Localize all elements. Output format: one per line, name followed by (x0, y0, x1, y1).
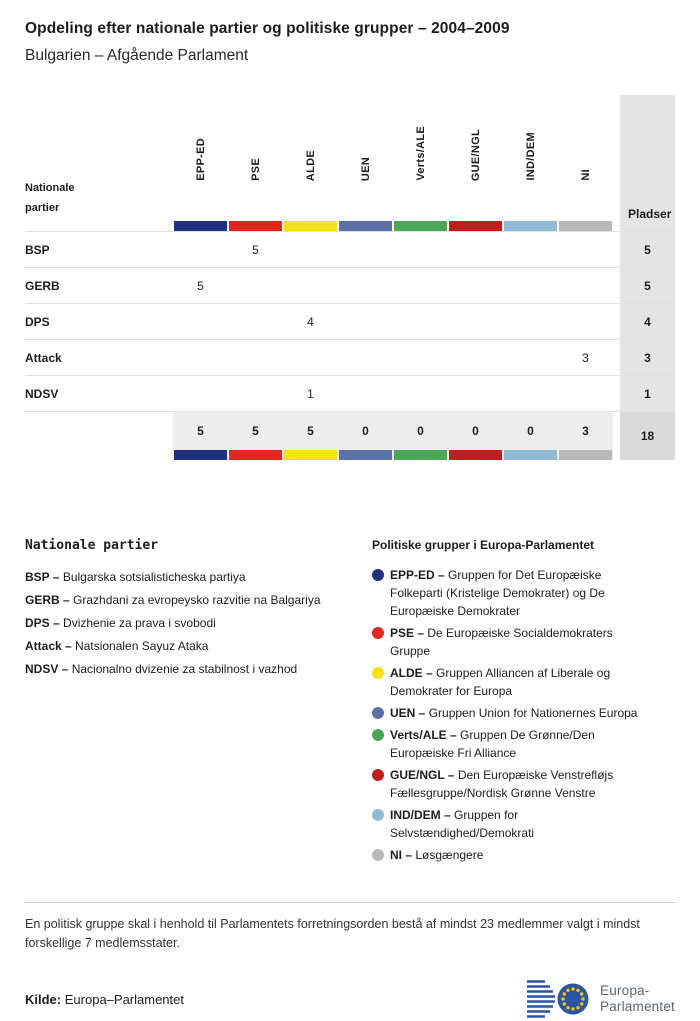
column-header-ni (558, 95, 613, 231)
column-total-value: 5 (252, 424, 259, 438)
political-groups-list (372, 566, 644, 864)
party-name: GERB (25, 278, 60, 293)
seat-cell (228, 376, 283, 411)
legend-name: Løsgængere (415, 848, 484, 862)
row-total: 5 (620, 232, 675, 267)
seat-cell (503, 304, 558, 339)
legend-item (372, 766, 644, 802)
group-color-bar (559, 450, 612, 460)
seat-cell (503, 340, 558, 375)
column-total (558, 412, 613, 460)
seat-cell: 5 (197, 278, 204, 293)
seat-cell (393, 232, 448, 267)
seat-cell (338, 268, 393, 303)
group-color-dot (372, 809, 384, 821)
column-total-value: 0 (472, 424, 479, 438)
legend-abbr: DPS – (25, 616, 60, 630)
party-name: NDSV (25, 386, 59, 401)
column-header-epp-ed (173, 95, 228, 231)
column-total-value: 0 (527, 424, 534, 438)
column-header-ind-dem (503, 95, 558, 231)
group-color-bar (229, 221, 282, 231)
seat-cell (448, 340, 503, 375)
seat-cell (338, 304, 393, 339)
row-header-cell (25, 95, 173, 231)
group-color-dot (372, 707, 384, 719)
legend-abbr: ALDE – (390, 666, 433, 680)
column-total-value: 5 (197, 424, 204, 438)
column-header-alde (283, 95, 338, 231)
legend-item (372, 704, 644, 722)
legend-name: Dvizhenie za prava i svobodi (63, 616, 216, 630)
column-total (448, 412, 503, 460)
party-name: DPS (25, 314, 50, 329)
legend-item (25, 612, 345, 635)
seat-cell (173, 232, 228, 267)
seat-cell (558, 232, 613, 267)
column-total (283, 412, 338, 460)
table-row-ndsv (25, 375, 675, 411)
table-totals-row (25, 411, 675, 460)
legend-name: Gruppen for Det Europæiske Folkeparti (Kristelige Demokrater) og De Europæiske Demokrater (390, 568, 605, 618)
group-color-dot (372, 729, 384, 741)
group-color-bar (504, 221, 557, 231)
column-total (393, 412, 448, 460)
footnote: En politisk gruppe skal i henhold til Parlamentets forretningsorden bestå af mindst 23 medlemmer valgt i mindst forskellige 7 medlemsstater. (25, 917, 640, 950)
legend-item (25, 635, 345, 658)
divider (25, 902, 675, 903)
party-name: BSP (25, 242, 50, 257)
column-header-label: EPP-ED (194, 138, 207, 181)
legend-abbr: IND/DEM – (390, 808, 451, 822)
logo-wordmark (600, 983, 675, 1015)
seat-cell: 1 (307, 386, 314, 401)
legend-section (25, 538, 675, 868)
legend-name: Den Europæiske Venstrefløjs Fællesgruppe/Nordisk Grønne Venstre (390, 768, 614, 800)
seat-cell (173, 376, 228, 411)
group-color-bar (504, 450, 557, 460)
legend-name: Natsionalen Sayuz Ataka (75, 639, 209, 653)
group-color-bar (284, 450, 337, 460)
table-row-dps (25, 303, 675, 339)
political-groups-legend (372, 538, 644, 868)
seat-cell (228, 268, 283, 303)
column-header-label: UEN (359, 156, 372, 181)
column-total-value: 0 (417, 424, 424, 438)
legend-abbr: NDSV – (25, 662, 69, 676)
eu-hemicycle-stars-icon (526, 977, 592, 1021)
party-name: Attack (25, 350, 62, 365)
source-label: Kilde: (25, 991, 62, 1007)
column-total (173, 412, 228, 460)
column-header-label: GUE/NGL (469, 128, 482, 181)
legend-item (372, 624, 644, 660)
legend-abbr: GERB – (25, 593, 70, 607)
column-gap (613, 376, 620, 411)
row-total: 1 (620, 376, 675, 411)
national-parties-legend (25, 538, 345, 868)
legend-item (372, 806, 644, 842)
national-parties-list (25, 566, 345, 681)
page-subtitle: Bulgarien – Afgående Parlament (25, 47, 249, 64)
column-total (228, 412, 283, 460)
seat-cell (448, 232, 503, 267)
legend-item (25, 566, 345, 589)
seat-cell (393, 340, 448, 375)
group-color-dot (372, 769, 384, 781)
column-gap (613, 412, 620, 460)
logo-line2: Parlamentet (600, 999, 675, 1014)
legend-abbr: GUE/NGL – (390, 768, 455, 782)
seat-cell (558, 376, 613, 411)
seats-table (25, 95, 675, 460)
group-color-bar (394, 450, 447, 460)
political-groups-legend-title: Politiske grupper i Europa-Parlamentet (372, 538, 595, 552)
seat-cell (338, 232, 393, 267)
seat-cell (448, 304, 503, 339)
column-total (338, 412, 393, 460)
seat-cell (228, 340, 283, 375)
table-row-gerb (25, 267, 675, 303)
seats-header-label: Pladser (628, 207, 672, 221)
legend-abbr: Verts/ALE – (390, 728, 457, 742)
seat-cell (393, 376, 448, 411)
seat-cell (173, 304, 228, 339)
group-color-bar (339, 450, 392, 460)
totals-empty-cell (25, 412, 173, 460)
seat-cell (283, 340, 338, 375)
legend-abbr: PSE – (390, 626, 425, 640)
row-header-label: Nationale partier (25, 182, 75, 215)
source-line (25, 992, 184, 1007)
seat-cell (503, 232, 558, 267)
group-color-dot (372, 849, 384, 861)
legend-abbr: Attack – (25, 639, 72, 653)
column-gap (613, 232, 620, 267)
table-header-row (25, 95, 675, 231)
seat-cell (503, 268, 558, 303)
seat-cell (558, 268, 613, 303)
seat-cell (283, 232, 338, 267)
column-header-verts-ale (393, 95, 448, 231)
group-color-bar (559, 221, 612, 231)
seat-cell (503, 376, 558, 411)
column-total (503, 412, 558, 460)
legend-name: Gruppen for Selvstændighed/Demokrati (390, 808, 535, 840)
group-color-bar (339, 221, 392, 231)
column-gap (613, 304, 620, 339)
seat-cell: 5 (252, 242, 259, 257)
column-header-label: ALDE (304, 149, 317, 181)
column-header-label: Verts/ALE (414, 126, 427, 181)
column-header-gue-ngl (448, 95, 503, 231)
legend-item (25, 658, 345, 681)
column-total-value: 5 (307, 424, 314, 438)
legend-name: Grazhdani za evropeysko razvitie na Balgariya (73, 593, 321, 607)
legend-name: De Europæiske Socialdemokraters Gruppe (390, 626, 613, 658)
legend-name: Gruppen De Grønne/Den Europæiske Fri Alliance (390, 728, 595, 760)
row-total: 4 (620, 304, 675, 339)
row-total: 5 (620, 268, 675, 303)
column-header-label: IND/DEM (524, 132, 537, 181)
group-color-bar (449, 450, 502, 460)
column-header-label: PSE (249, 158, 262, 181)
grand-total: 18 (620, 412, 675, 460)
legend-name: Gruppen Alliancen af Liberale og Demokrater for Europa (390, 666, 611, 698)
legend-name: Bulgarska sotsialisticheska partiya (62, 570, 246, 584)
seat-cell (448, 268, 503, 303)
legend-name: Gruppen Union for Nationernes Europa (428, 706, 638, 720)
legend-name: Nacionalno dvizenie za stabilnost i vazhod (71, 662, 298, 676)
group-color-bar (284, 221, 337, 231)
column-total-value: 0 (362, 424, 369, 438)
seat-cell (558, 304, 613, 339)
seat-cell (338, 376, 393, 411)
group-color-bar (174, 221, 227, 231)
logo-line1: Europa- (600, 983, 650, 998)
footer (25, 977, 675, 1021)
seat-cell (393, 304, 448, 339)
seat-cell (448, 376, 503, 411)
page-title: Opdeling efter nationale partier og politiske grupper – 2004–2009 (25, 20, 510, 37)
column-header-label: NI (579, 169, 592, 181)
seat-cell (228, 304, 283, 339)
seat-cell: 4 (307, 314, 314, 329)
national-parties-legend-title: Nationale partier (25, 538, 159, 553)
table-row-bsp (25, 231, 675, 267)
group-color-bar (449, 221, 502, 231)
column-gap (613, 95, 620, 231)
column-gap (613, 340, 620, 375)
column-header-uen (338, 95, 393, 231)
group-color-bar (229, 450, 282, 460)
legend-abbr: UEN – (390, 706, 426, 720)
row-total: 3 (620, 340, 675, 375)
group-color-dot (372, 667, 384, 679)
europarl-logo (526, 977, 675, 1021)
legend-abbr: EPP-ED – (390, 568, 445, 582)
table-row-attack (25, 339, 675, 375)
seat-cell (393, 268, 448, 303)
column-gap (613, 268, 620, 303)
seat-cell (173, 340, 228, 375)
legend-item (372, 664, 644, 700)
group-color-dot (372, 569, 384, 581)
legend-abbr: NI – (390, 848, 413, 862)
legend-item (372, 566, 644, 620)
legend-item (25, 589, 345, 612)
seats-column-header (620, 95, 675, 231)
group-color-bar (394, 221, 447, 231)
legend-item (372, 846, 644, 864)
column-header-pse (228, 95, 283, 231)
seat-cell: 3 (582, 350, 589, 365)
seat-cell (283, 268, 338, 303)
legend-abbr: BSP – (25, 570, 60, 584)
column-total-value: 3 (582, 424, 589, 438)
legend-item (372, 726, 644, 762)
group-color-dot (372, 627, 384, 639)
group-color-bar (174, 450, 227, 460)
seat-cell (338, 340, 393, 375)
source-value: Europa–Parlamentet (64, 991, 184, 1007)
